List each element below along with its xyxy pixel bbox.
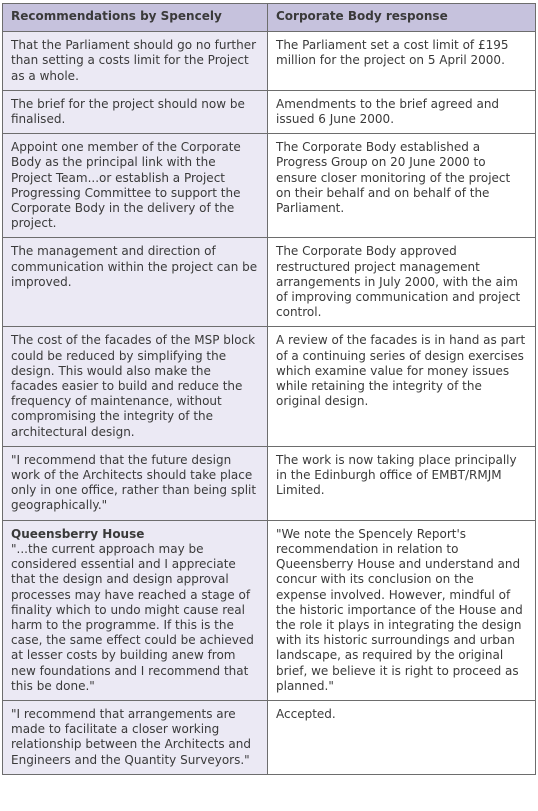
recommendation-text: "...the current approach may be considered essential and I appreciate that the design and design approval processes may have reached a stage of finality which to undo might cause real harm to the programme. If this is the case, the same effect could be achieved at lesser costs by building anew from new foundations and I recommend that this be done."	[11, 541, 254, 693]
recommendation-cell	[3, 520, 268, 700]
recommendation-text: Appoint one member of the Corporate Body as the principal link with the Project Team...or establish a Project Progressing Committee to support the Corporate Body in the delivery of the project.	[11, 140, 241, 231]
recommendation-cell	[3, 90, 268, 133]
response-text: The Corporate Body established a Progress Group on 20 June 2000 to ensure closer monitoring of the project on their behalf and on behalf of the Parliament.	[276, 140, 511, 216]
recommendations-table-wrapper	[2, 3, 535, 775]
response-cell	[268, 446, 536, 520]
recommendation-text: That the Parliament should go no further than setting a costs limit for the Project as a whole.	[11, 38, 257, 83]
response-cell	[268, 32, 536, 91]
recommendation-text: The cost of the facades of the MSP block could be reduced by simplifying the design. This would also make the facades easier to build and reduce the frequency of maintenance, without compromising the integrity of the architectural design.	[11, 333, 256, 439]
response-cell	[268, 327, 536, 446]
table-row	[3, 700, 536, 774]
response-cell	[268, 90, 536, 133]
table-row	[3, 446, 536, 520]
response-text: Accepted.	[276, 706, 336, 721]
response-text: The Parliament set a cost limit of £195 million for the project on 5 April 2000.	[276, 38, 509, 68]
recommendation-subheading: Queensberry House	[11, 526, 145, 541]
table-header-row	[3, 4, 536, 32]
response-cell	[268, 134, 536, 238]
response-cell	[268, 700, 536, 774]
recommendation-text: The brief for the project should now be finalised.	[11, 96, 245, 127]
recommendation-cell	[3, 327, 268, 446]
recommendation-cell	[3, 134, 268, 238]
response-text: Amendments to the brief agreed and issued 6 June 2000.	[276, 96, 500, 127]
response-text: "We note the Spencely Report's recommendation in relation to Queensberry House and understand and concur with its conclusion on the expense involved. However, mindful of the historic importance of the House and the role it plays in integrating the design with its historic surroundings and urban landscape, as required by the original brief, we believe it is right to proceed as planned."	[276, 526, 523, 693]
header-recommendations: Recommendations by Spencely	[3, 4, 268, 32]
table-row	[3, 520, 536, 700]
table-row	[3, 32, 536, 91]
recommendation-cell	[3, 238, 268, 327]
recommendation-text: "I recommend that arrangements are made to facilitate a closer working relationship between the Architects and Engineers and the Quantity Surveyors."	[11, 706, 252, 767]
response-text: A review of the facades is in hand as part of a continuing series of design exercises which examine value for money issues while retaining the integrity of the original design.	[276, 333, 526, 409]
recommendation-cell	[3, 32, 268, 91]
recommendations-table	[2, 3, 536, 775]
table-row	[3, 134, 536, 238]
table-row	[3, 238, 536, 327]
table-row	[3, 327, 536, 446]
response-text: The work is now taking place principally in the Edinburgh office of EMBT/RMJM Limited.	[276, 452, 517, 498]
response-cell	[268, 520, 536, 700]
recommendation-cell	[3, 700, 268, 774]
table-row	[3, 90, 536, 133]
response-text: The Corporate Body approved restructured project management arrangements in July 2000, with the aim of improving communication and project control.	[276, 244, 521, 320]
recommendation-text: The management and direction of communication within the project can be improved.	[11, 244, 258, 289]
recommendation-text: "I recommend that the future design work of the Architects should take place only in one office, rather than being split geographically."	[11, 452, 257, 513]
header-response: Corporate Body response	[268, 4, 536, 32]
response-cell	[268, 238, 536, 327]
recommendation-cell	[3, 446, 268, 520]
